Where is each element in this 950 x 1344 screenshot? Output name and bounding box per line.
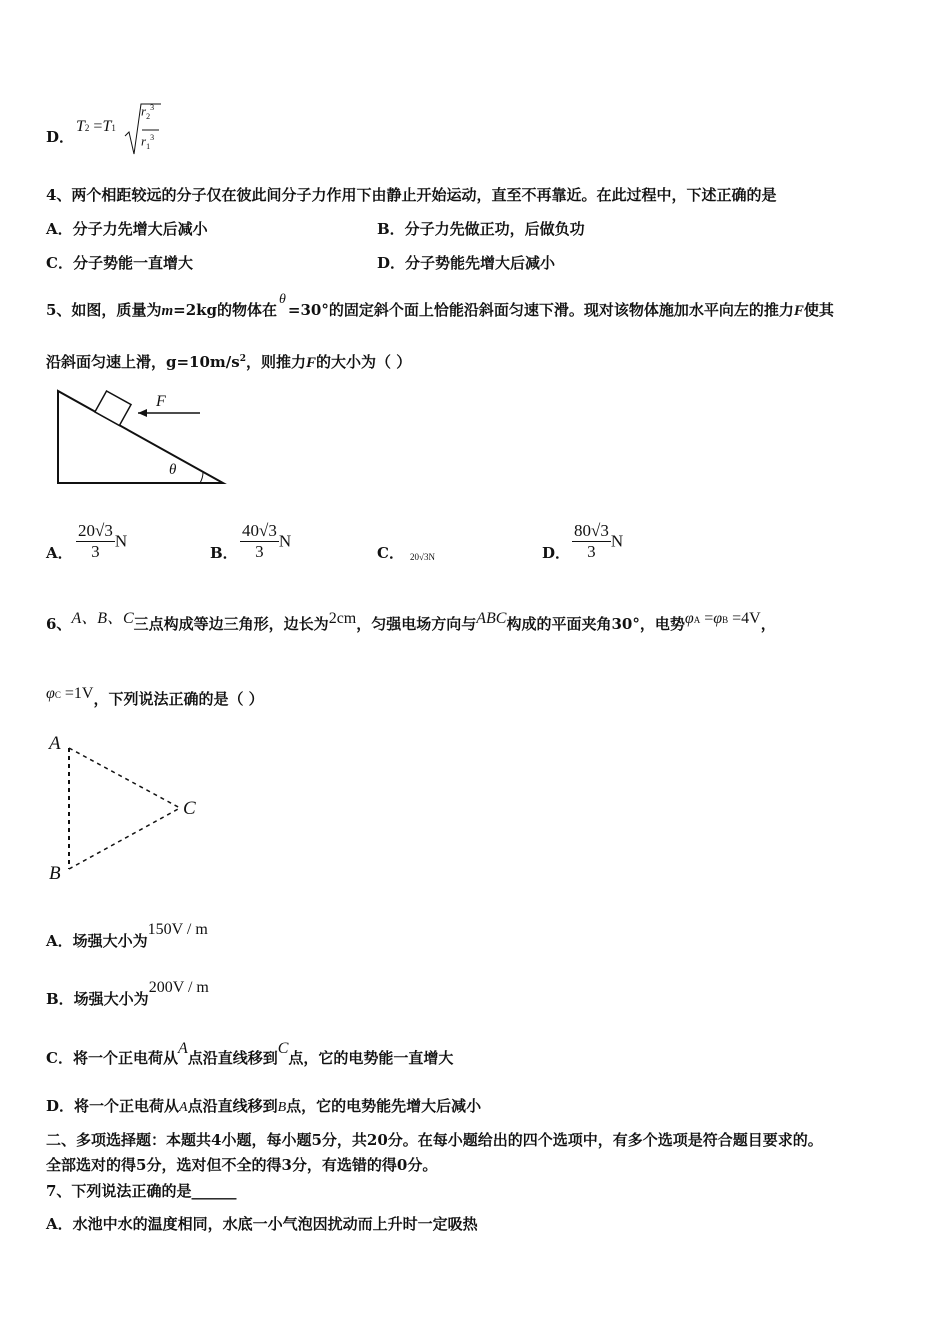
q4-option-b: B．分子力先做正功，后做负功 — [377, 220, 585, 238]
q5-incline-figure — [50, 388, 240, 488]
q3-fraction-den: $r_1^3$ — [141, 133, 155, 151]
q6-fig-label-c: C — [183, 798, 196, 819]
q6-fig-label-a: A — [49, 733, 61, 754]
q3-option-d-label: D． — [46, 128, 75, 146]
q6-option-a: A．场强大小为150V / m — [46, 921, 208, 950]
q6-option-b: B．场强大小为200V / m — [46, 979, 209, 1008]
block-rect — [95, 391, 131, 426]
q5-fig-theta-label: θ — [169, 462, 177, 478]
q5-stem-line2: 沿斜面匀速上滑，$g=10m/s^2$，则推力F的大小为（ ） — [46, 353, 412, 371]
q5-option-c-value: 20√3N — [410, 552, 435, 562]
q5-option-d-value: $\frac{80√3}{3}$ N — [574, 521, 624, 561]
q5-option-b-value: $\frac{40√3}{3}$ N — [242, 521, 292, 561]
q6-option-c: C．将一个正电荷从A点沿直线移到C点，它的电势能一直增大 — [46, 1040, 454, 1067]
q5-fig-force-label: F — [156, 393, 166, 410]
q5-option-c-label: C． — [377, 544, 404, 562]
q5-stem-line1: 5、如图，质量为m=2kg的物体在θ=30°的固定斜个面上恰能沿斜面匀速下滑。现对该物体施加水平向左的推力F使其 — [46, 292, 834, 319]
q4-stem: 4、两个相距较远的分子仅在彼此间分子力作用下由静止开始运动，直至不再靠近。在此过程中，下述正确的是 — [46, 186, 777, 204]
q5-option-d-label: D． — [542, 544, 571, 562]
force-arrow-head — [138, 409, 147, 417]
q3-fraction-num: $r_2^3$ — [141, 103, 155, 121]
q4-option-d: D．分子势能先增大后减小 — [377, 254, 556, 272]
q5-option-b-label: B． — [210, 544, 238, 562]
q4-option-a: A．分子力先增大后减小 — [46, 220, 208, 238]
q4-option-c: C．分子势能一直增大 — [46, 254, 193, 272]
q3-option-d-formula: T2 =T1 — [76, 118, 116, 135]
q5-option-a-label: A． — [46, 544, 73, 562]
section2-heading-line1: 二、多项选择题：本题共4小题，每小题5分，共20分。在每小题给出的四个选项中，有多个选项是符合题目要求的。 — [46, 1131, 823, 1149]
q6-option-d: D．将一个正电荷从A点沿直线移到B点，它的电势能先增大后减小 — [46, 1097, 482, 1115]
q6-stem-line2: φC =1V，下列说法正确的是（ ） — [46, 685, 264, 708]
incline-triangle — [58, 391, 223, 483]
q6-fig-label-b: B — [49, 863, 61, 884]
section2-heading-line2: 全部选对的得5分，选对但不全的得3分，有选错的得0分。 — [46, 1156, 438, 1174]
theta-arc — [200, 472, 203, 483]
q7-option-a: A．水池中水的温度相同，水底一小气泡因扰动而上升时一定吸热 — [46, 1215, 478, 1233]
q6-stem-line1: 6、A、B、C三点构成等边三角形，边长为2cm，匀强电场方向与ABC构成的平面夹角30°，电势φA =φB =4V， — [46, 610, 776, 633]
q7-stem: 7、下列说法正确的是______ — [46, 1182, 237, 1200]
q5-option-a-value: $\frac{20√3}{3}$ N — [78, 521, 128, 561]
